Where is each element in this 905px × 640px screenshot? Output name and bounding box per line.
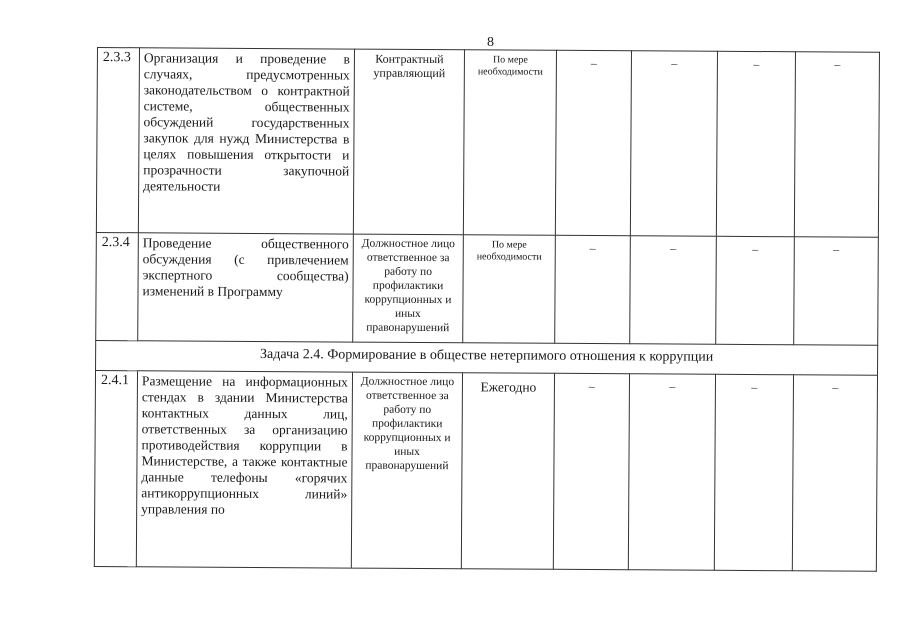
value-cell: – [553,373,629,569]
value-cell: – [794,52,879,238]
responsible-cell: Должностное лицо ответственное за работу по профилактики коррупционных и иных правонарушений [351,372,462,569]
value-cell: – [794,237,879,346]
value-cell: – [714,374,793,570]
measures-table [94,47,880,572]
page-number: 8 [487,35,494,50]
value-cell: – [555,50,631,235]
table-row [96,232,879,345]
value-cell: – [792,375,877,572]
task-row [96,340,878,375]
value-cell: – [716,51,795,236]
value-cell: – [555,235,631,343]
table-row [94,370,877,571]
value-cell: – [716,236,795,344]
responsible-cell: Должностное лицо ответственное за работу по профилактики коррупционных и иных правонарушений [353,234,464,343]
row-number: 2.3.3 [96,48,139,233]
measure-text: Организация и проведение в случаях, предусмотренных законодательством о контрактной системе, общественных обсуждений государственных закупок для нужд Министерства в целях повышения открытости и прозрачности закупочной деятельности [138,48,354,234]
row-number: 2.3.4 [96,232,139,340]
row-number: 2.4.1 [94,370,137,566]
value-cell: – [628,374,715,571]
value-cell: – [630,51,717,237]
task-header: Задача 2.4. Формирование в обществе нетерпимого отношения к коррупции [96,340,878,375]
value-cell: – [630,236,717,345]
term-cell: Ежегодно [461,373,554,570]
term-cell: По мере необходимости [463,235,556,344]
table-row [96,48,879,238]
measure-text: Проведение общественного обсуждения (с привлечением экспертного сообщества) изменений в Программу [138,233,354,342]
term-cell: По мере необходимости [463,50,556,236]
responsible-cell: Контрактный управляющий [353,49,464,235]
measure-text: Размещение на информационных стендах в здании Министерства контактных данных лиц, ответственных за организацию противодействия коррупции в Министерстве, а также контактные данные телефоны «горячих антикоррупционных линий» управления по [136,371,352,568]
